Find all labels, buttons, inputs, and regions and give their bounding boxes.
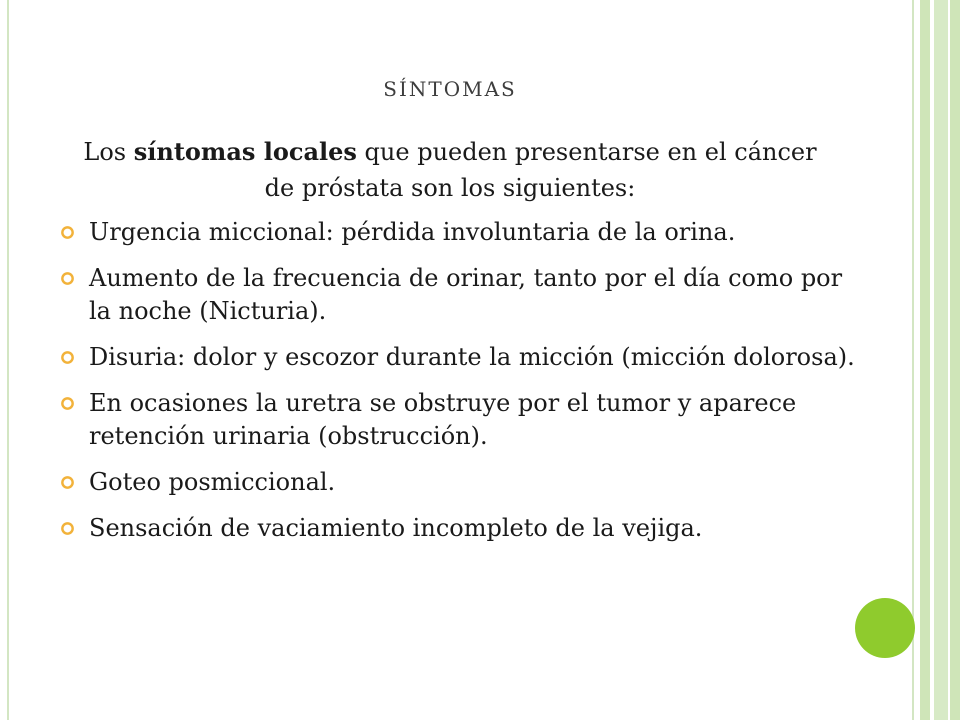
list-item-text: Urgencia miccional: pérdida involuntaria de la orina.: [89, 218, 736, 246]
list-item: [60, 262, 860, 328]
list-item: [60, 387, 860, 453]
list-item-text: Sensación de vaciamiento incompleto de la vejiga.: [89, 514, 703, 542]
list-item-text: Disuria: dolor y escozor durante la micción (micción dolorosa).: [89, 343, 855, 371]
intro-text-bold: síntomas locales: [133, 137, 357, 166]
list-item-text: Goteo posmiccional.: [89, 468, 336, 496]
list-item: [60, 341, 860, 374]
green-circle-icon: [855, 598, 915, 658]
decorative-stripe: [920, 0, 930, 720]
intro-text-after: que pueden presentarse en el cáncer de próstata son los siguientes:: [264, 138, 817, 202]
list-item: [60, 216, 860, 249]
ring-bullet-icon: [60, 225, 75, 240]
intro-paragraph: [70, 134, 830, 206]
list-item-text: Aumento de la frecuencia de orinar, tanto por el día como por la noche (Nicturia).: [89, 264, 843, 325]
ring-bullet-icon: [60, 350, 75, 365]
list-item-text: En ocasiones la uretra se obstruye por el tumor y aparece retención urinaria (obstrucción).: [89, 389, 797, 450]
decorative-stripe: [934, 0, 948, 720]
slide-title: síntomas: [383, 70, 517, 103]
ring-bullet-icon: [60, 396, 75, 411]
decorative-stripe: [950, 0, 960, 720]
list-item: [60, 466, 860, 499]
intro-text-before: Los: [83, 138, 134, 166]
symptom-list: [60, 216, 860, 558]
ring-bullet-icon: [60, 475, 75, 490]
list-item: [60, 512, 860, 545]
ring-bullet-icon: [60, 521, 75, 536]
ring-bullet-icon: [60, 271, 75, 286]
